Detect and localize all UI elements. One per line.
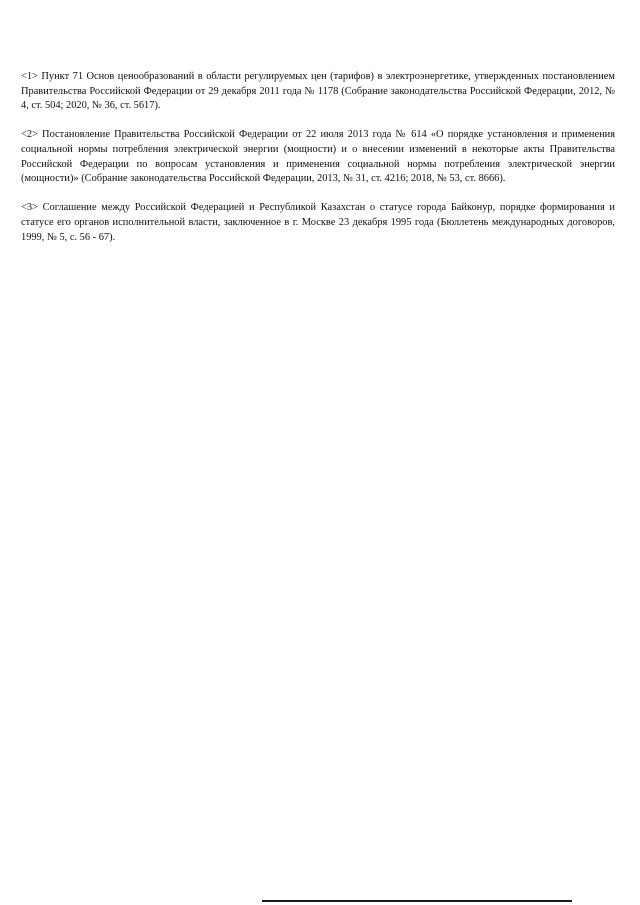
footnote-1: <1> Пункт 71 Основ ценообразований в области регулируемых цен (тарифов) в электроэнергетике, утвержденных постановлением Правительства Российской Федерации от 29 декабря 2011 года № 1178 (Собрание законодательства Российской Федерации, 2012, № 4, ст. 504; 2020, № 36, ст. 5617). — [21, 71, 615, 112]
scan-edge-line — [262, 900, 572, 902]
footnote-2: <2> Постановление Правительства Российской Федерации от 22 июля 2013 года № 614 «О порядке установления и применения социальной нормы потребления электрической энергии (мощности) и о внесении изменений в некоторые акты Правительства Российской Федерации по вопросам установления и применения социальной нормы потребления электрической энергии (мощности)» (Собрание законодательства Российской Федерации, 2013, № 31, ст. 4216; 2018, № 53, ст. 8666). — [21, 129, 615, 185]
footnote-3: <3> Соглашение между Российской Федерацией и Республикой Казахстан о статусе города Байконур, порядке формирования и статусе его органов исполнительной власти, заключенное в г. Москве 23 декабря 1995 года (Бюллетень международных договоров, 1999, № 5, с. 56 - 67). — [21, 202, 615, 243]
footnotes-section — [21, 70, 615, 260]
